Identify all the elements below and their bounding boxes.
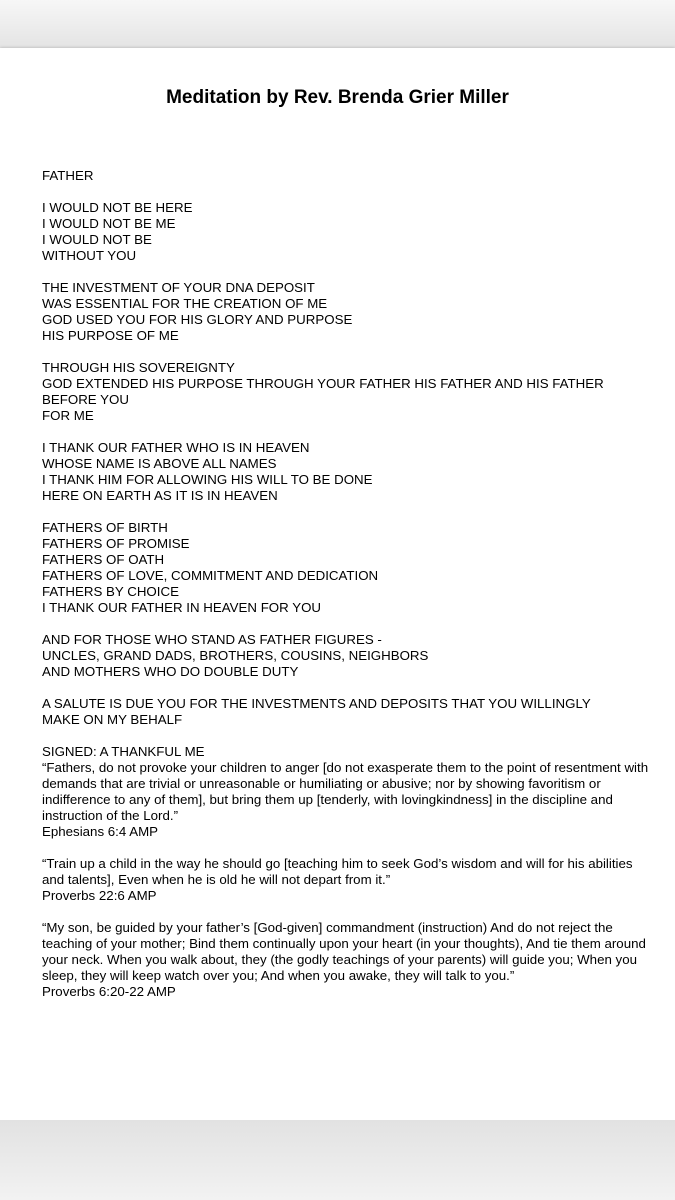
poem-line: FATHERS OF PROMISE xyxy=(42,536,190,551)
poem-line: FATHERS OF BIRTH xyxy=(42,520,168,535)
poem-line: THROUGH HIS SOVEREIGNTY xyxy=(42,360,235,375)
poem-line: FATHERS OF OATH xyxy=(42,552,165,567)
signature-line: SIGNED: A THANKFUL ME xyxy=(42,744,205,759)
top-edge xyxy=(0,0,675,48)
poem-line: FATHERS BY CHOICE xyxy=(42,584,179,599)
stanza xyxy=(42,440,652,504)
verse-block xyxy=(42,856,652,904)
stanza xyxy=(42,696,652,728)
poem-line: I THANK OUR FATHER IN HEAVEN FOR YOU xyxy=(42,600,322,615)
stanza xyxy=(42,280,652,344)
stanza xyxy=(42,360,652,424)
poem-line: UNCLES, GRAND DADS, BROTHERS, COUSINS, NEIGHBORS xyxy=(42,648,429,663)
stanza xyxy=(42,200,652,264)
poem-line: AND MOTHERS WHO DO DOUBLE DUTY xyxy=(42,664,299,679)
verse-text: “Fathers, do not provoke your children to anger [do not exasperate them to the point of resentment with demands that are trivial or unreasonable or humiliating or abusive; nor by showing favoritism or indifference to any of them], but bring them up [tenderly, with lovingkindness] in the discipline and instruction of the Lord.” xyxy=(42,760,649,823)
poem-line: BEFORE YOU xyxy=(42,392,129,407)
verse-reference: Ephesians 6:4 AMP xyxy=(42,824,159,839)
signature-block xyxy=(42,744,652,840)
poem-line: THE INVESTMENT OF YOUR DNA DEPOSIT xyxy=(42,280,315,295)
poem-line: AND FOR THOSE WHO STAND AS FATHER FIGURES - xyxy=(42,632,382,647)
poem-line: HERE ON EARTH AS IT IS IN HEAVEN xyxy=(42,488,278,503)
poem-line: I WOULD NOT BE HERE xyxy=(42,200,193,215)
poem-line: A SALUTE IS DUE YOU FOR THE INVESTMENTS AND DEPOSITS THAT YOU WILLINGLY xyxy=(42,696,591,711)
verse-text: “Train up a child in the way he should go [teaching him to seek God’s wisdom and will for his abilities and talents], Even when he is old he will not depart from it.” xyxy=(42,856,633,887)
poem-line: GOD EXTENDED HIS PURPOSE THROUGH YOUR FATHER HIS FATHER AND HIS FATHER xyxy=(42,376,604,391)
document-title: Meditation by Rev. Brenda Grier Miller xyxy=(166,87,509,108)
poem-line: FOR ME xyxy=(42,408,94,423)
poem-line: I THANK OUR FATHER WHO IS IN HEAVEN xyxy=(42,440,310,455)
poem-line: FATHERS OF LOVE, COMMITMENT AND DEDICATION xyxy=(42,568,379,583)
verse-reference: Proverbs 6:20-22 AMP xyxy=(42,984,176,999)
poem-line: GOD USED YOU FOR HIS GLORY AND PURPOSE xyxy=(42,312,353,327)
poem-line: HIS PURPOSE OF ME xyxy=(42,328,179,343)
stanza xyxy=(42,168,652,184)
verse-block xyxy=(42,920,652,1000)
poem-line: I THANK HIM FOR ALLOWING HIS WILL TO BE DONE xyxy=(42,472,373,487)
poem-line: WAS ESSENTIAL FOR THE CREATION OF ME xyxy=(42,296,328,311)
poem-line: WITHOUT YOU xyxy=(42,248,137,263)
stanza xyxy=(42,520,652,616)
stanza xyxy=(42,632,652,680)
bottom-edge xyxy=(0,1120,675,1200)
document-body xyxy=(42,168,652,1016)
poem-line: MAKE ON MY BEHALF xyxy=(42,712,183,727)
verse-text: “My son, be guided by your father’s [God-given] commandment (instruction) And do not reject the teaching of your mother; Bind them continually upon your heart (in your thoughts), And tie them around your neck. When you walk about, they (the godly teachings of your parents) will guide you; When you sleep, they will keep watch over you; And when you awake, they will talk to you.” xyxy=(42,920,646,983)
poem-line: I WOULD NOT BE ME xyxy=(42,216,176,231)
poem-line: WHOSE NAME IS ABOVE ALL NAMES xyxy=(42,456,277,471)
poem-line: FATHER xyxy=(42,168,94,183)
verse-reference: Proverbs 22:6 AMP xyxy=(42,888,157,903)
poem-line: I WOULD NOT BE xyxy=(42,232,152,247)
